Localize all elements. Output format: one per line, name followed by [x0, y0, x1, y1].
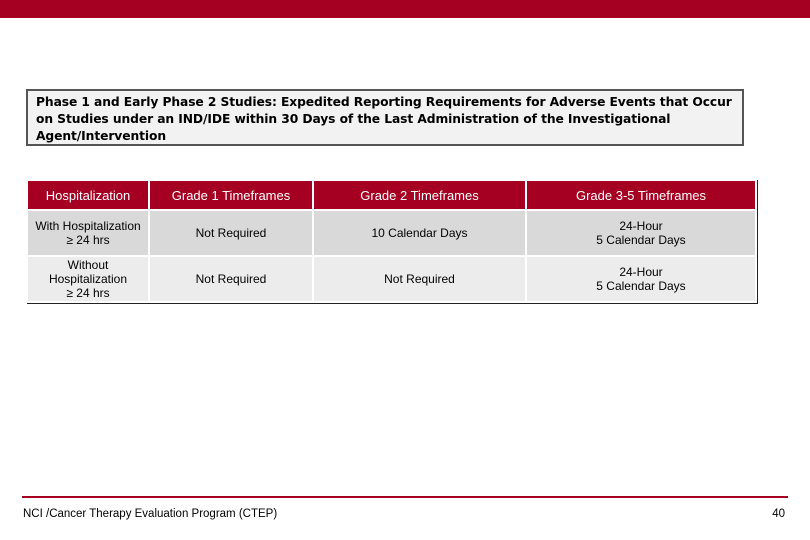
cell-line: Not Required	[384, 272, 455, 286]
cell-line: Not Required	[195, 272, 267, 286]
footer-source: NCI /Cancer Therapy Evaluation Program (CTEP)	[23, 508, 278, 520]
cell-line: 5 Calendar Days	[596, 279, 686, 293]
cell-grade-3-5	[526, 256, 756, 302]
header-grade-2: Grade 2 Timeframes	[313, 180, 526, 210]
top-accent-bar	[0, 0, 810, 18]
header-grade-3-5: Grade 3-5 Timeframes	[526, 180, 756, 210]
slide-title: Phase 1 and Early Phase 2 Studies: Expedited Reporting Requirements for Adverse Events that Occur on Studies under an IND/IDE within 30 Days of the Last Administration of the Investigational Agent/Intervention	[26, 89, 744, 146]
cell-hospitalization	[27, 256, 149, 302]
cell-line: 10 Calendar Days	[371, 226, 468, 240]
cell-line: Hospitalization	[48, 272, 128, 286]
cell-line: Without	[67, 258, 109, 272]
cell-line: ≥ 24 hrs	[66, 286, 110, 300]
cell-line: With Hospitalization	[35, 219, 141, 233]
cell-grade-3-5	[526, 210, 756, 256]
cell-grade-2	[313, 210, 526, 256]
cell-grade-1	[149, 256, 313, 302]
table-header-row	[27, 180, 756, 210]
cell-line: Not Required	[195, 226, 267, 240]
cell-grade-1	[149, 210, 313, 256]
footer-divider	[22, 496, 788, 498]
cell-line: 5 Calendar Days	[596, 233, 686, 247]
cell-hospitalization	[27, 210, 149, 256]
page-number: 40	[772, 508, 785, 520]
cell-line: 24-Hour	[619, 219, 663, 233]
header-hospitalization: Hospitalization	[27, 180, 149, 210]
cell-line: 24-Hour	[619, 265, 663, 279]
table-row	[27, 210, 756, 256]
cell-grade-2	[313, 256, 526, 302]
reporting-requirements-table	[26, 179, 757, 303]
header-grade-1: Grade 1 Timeframes	[149, 180, 313, 210]
table-row	[27, 256, 756, 302]
cell-line: ≥ 24 hrs	[66, 233, 110, 247]
